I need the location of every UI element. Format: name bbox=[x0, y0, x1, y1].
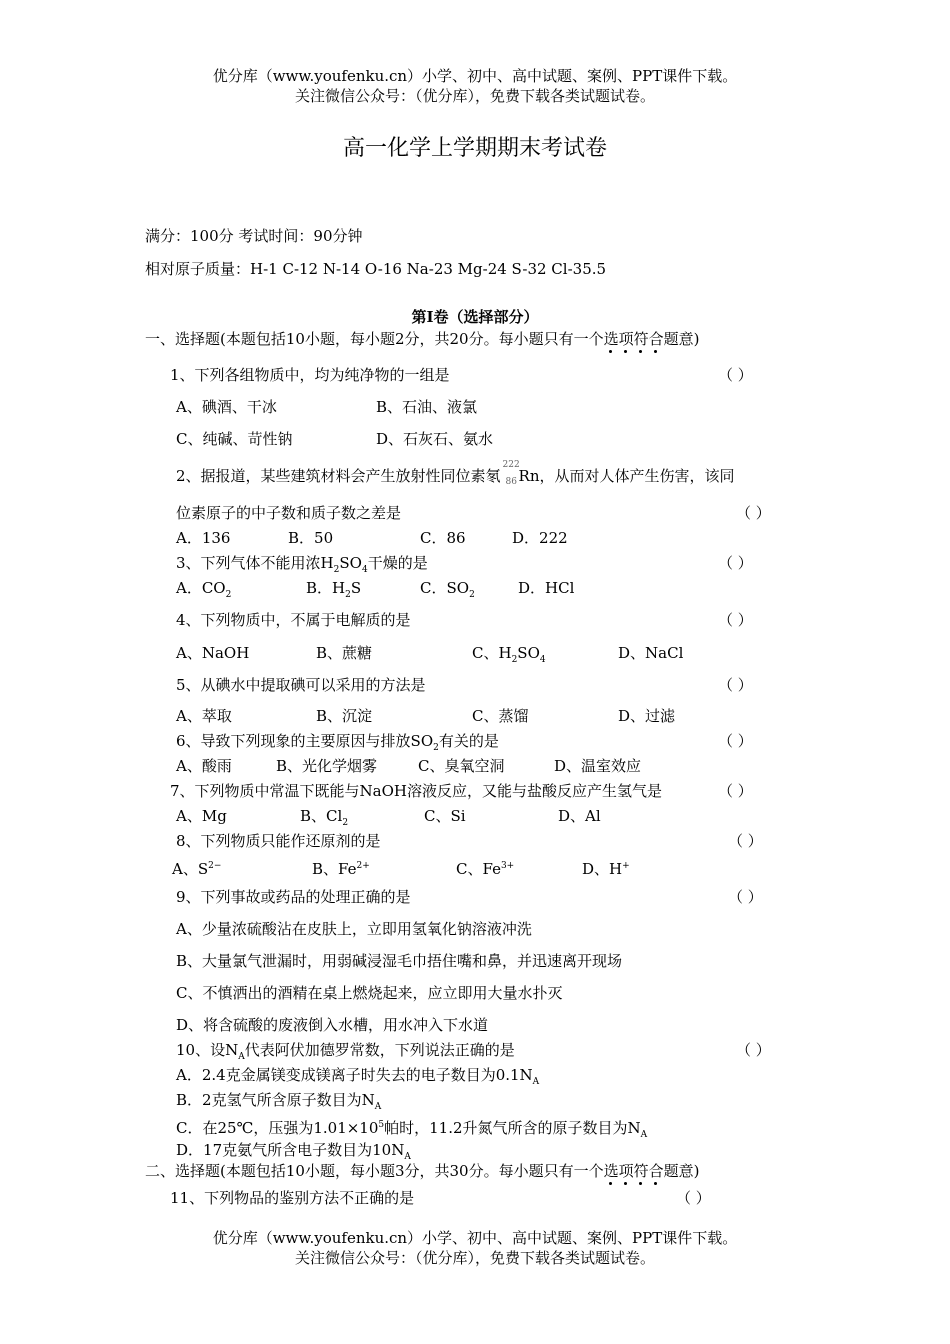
page-title: 高一化学上学期期末考试卷 bbox=[342, 136, 607, 161]
q6-option-d[interactable]: D、温室效应 bbox=[554, 757, 642, 775]
q6-stem-post: 有关的是 bbox=[438, 732, 499, 750]
q7-answer-blank[interactable]: （ ） bbox=[718, 782, 753, 800]
q9-option-c[interactable]: C、不慎洒出的酒精在桌上燃烧起来，应立即用大量水扑灭 bbox=[176, 984, 563, 1002]
subscript: 2 bbox=[225, 590, 232, 600]
q7-option-b[interactable] bbox=[300, 806, 348, 833]
q3-option-b-text-post: S bbox=[350, 579, 362, 597]
q1-option-d[interactable]: D、石灰石、氨水 bbox=[376, 430, 494, 448]
q6-stem-pre: 6、导致下列现象的主要原因与排放SO bbox=[176, 732, 434, 750]
q5-stem: 5、从碘水中提取碘可以采用的方法是 bbox=[176, 676, 426, 694]
q2-option-b[interactable]: B．50 bbox=[288, 529, 334, 547]
subscript: A bbox=[404, 1152, 411, 1162]
isotope-mass-number: 222 bbox=[502, 460, 520, 470]
page-footer-line1: 优分库（www.youfenku.cn）小学、初中、高中试题、案例、PPT课件下载。 bbox=[212, 1229, 738, 1247]
q4-option-c-mid: SO bbox=[517, 644, 540, 662]
q10-answer-blank[interactable]: （ ） bbox=[736, 1041, 771, 1059]
subscript: 2 bbox=[333, 565, 340, 575]
q4-option-c[interactable] bbox=[472, 643, 546, 670]
q11-answer-blank[interactable]: （ ） bbox=[676, 1189, 711, 1207]
q3-stem-mid: SO bbox=[339, 554, 362, 572]
q9-answer-blank[interactable]: （ ） bbox=[728, 888, 763, 906]
superscript: 5 bbox=[378, 1120, 385, 1130]
isotope-atomic-number: 86 bbox=[505, 477, 517, 487]
q9-option-a[interactable]: A、少量浓硫酸沾在皮肤上，立即用氢氧化钠溶液冲洗 bbox=[176, 920, 532, 938]
page-header-line2: 关注微信公众号：（优分库），免费下载各类试题试卷。 bbox=[294, 87, 655, 105]
q9-stem: 9、下列事故或药品的处理正确的是 bbox=[176, 888, 411, 906]
q10-option-a[interactable] bbox=[176, 1065, 539, 1092]
emphasis-dot bbox=[624, 350, 627, 353]
q1-option-a[interactable]: A、碘酒、干冰 bbox=[176, 398, 277, 416]
q4-option-a[interactable]: A、NaOH bbox=[176, 644, 250, 662]
q3-option-d[interactable]: D．HCl bbox=[518, 579, 575, 597]
q1-option-c[interactable]: C、纯碱、苛性钠 bbox=[176, 430, 293, 448]
q4-option-d[interactable]: D、NaCl bbox=[618, 644, 684, 662]
q10-stem-pre: 10、设N bbox=[176, 1041, 239, 1059]
q8-option-c-text: C、Fe bbox=[456, 860, 501, 878]
q2-option-c[interactable]: C．86 bbox=[420, 529, 466, 547]
q6-answer-blank[interactable]: （ ） bbox=[718, 732, 753, 750]
q3-option-b-text: B．H bbox=[306, 579, 346, 597]
page-footer-line2: 关注微信公众号：（优分库），免费下载各类试题试卷。 bbox=[294, 1249, 655, 1267]
subscript: 4 bbox=[361, 565, 368, 575]
q2-answer-blank[interactable]: （ ） bbox=[736, 504, 771, 522]
score-time-info: 满分：100分 考试时间：90分钟 bbox=[145, 227, 363, 245]
q4-stem: 4、下列物质中，不属于电解质的是 bbox=[176, 611, 411, 629]
q5-answer-blank[interactable]: （ ） bbox=[718, 676, 753, 694]
q10-stem-post: 代表阿伏加德罗常数，下列说法正确的是 bbox=[244, 1041, 515, 1059]
q10-option-b-text: B．2克氢气所含原子数目为N bbox=[176, 1091, 375, 1109]
q8-option-a[interactable] bbox=[172, 856, 221, 879]
q10-option-d-text: D．17克氨气所含电子数目为10N bbox=[176, 1141, 405, 1159]
q7-stem: 7、下列物质中常温下既能与NaOH溶液反应，又能与盐酸反应产生氢气是 bbox=[170, 782, 662, 800]
emphasis-dot bbox=[654, 350, 657, 353]
q2-stem-post: ，从而对人体产生伤害，该同 bbox=[539, 467, 735, 485]
subscript: 4 bbox=[539, 655, 546, 665]
q3-stem bbox=[176, 553, 428, 580]
q2-stem-line1 bbox=[176, 460, 735, 487]
q9-option-b[interactable]: B、大量氯气泄漏时，用弱碱浸湿毛巾捂住嘴和鼻，并迅速离开现场 bbox=[176, 952, 623, 970]
q8-option-b[interactable] bbox=[312, 856, 370, 879]
emphasis-dot bbox=[639, 350, 642, 353]
q7-option-b-text: B、Cl bbox=[300, 807, 343, 825]
part1-title: 第Ⅰ卷（选择部分） bbox=[411, 308, 539, 326]
q6-option-c[interactable]: C、臭氧空洞 bbox=[418, 757, 505, 775]
isotope-symbol: Rn bbox=[518, 467, 540, 485]
q6-option-b[interactable]: B、光化学烟雾 bbox=[276, 757, 378, 775]
subscript: A bbox=[640, 1130, 648, 1140]
q8-option-a-text: A、S bbox=[172, 860, 209, 878]
superscript: 2− bbox=[208, 861, 222, 871]
q7-option-a[interactable]: A、Mg bbox=[176, 807, 227, 825]
subscript: 2 bbox=[469, 590, 475, 600]
q11-stem: 11、下列物品的鉴别方法不正确的是 bbox=[170, 1189, 415, 1207]
q5-option-b[interactable]: B、沉淀 bbox=[316, 707, 373, 725]
q3-option-b[interactable] bbox=[306, 578, 361, 605]
q2-option-a[interactable]: A．136 bbox=[176, 529, 231, 547]
q7-option-c[interactable]: C、Si bbox=[424, 807, 466, 825]
q8-option-b-text: B、Fe bbox=[312, 860, 357, 878]
superscript: 2+ bbox=[356, 861, 370, 871]
q4-option-b[interactable]: B、蔗糖 bbox=[316, 644, 373, 662]
q10-stem bbox=[176, 1040, 515, 1067]
q10-option-c-text: C．在25℃，压强为1.01×10 bbox=[176, 1119, 379, 1137]
q3-option-a[interactable] bbox=[176, 578, 231, 605]
q8-answer-blank[interactable]: （ ） bbox=[728, 832, 763, 850]
subscript: A bbox=[374, 1102, 382, 1112]
section2-heading: 二、选择题(本题包括10小题，每小题3分，共30分。每小题只有一个选项符合题意) bbox=[145, 1162, 700, 1180]
subscript: 2 bbox=[511, 655, 518, 665]
q5-option-c[interactable]: C、蒸馏 bbox=[472, 707, 529, 725]
q3-option-c[interactable] bbox=[420, 578, 475, 605]
subscript: 2 bbox=[345, 590, 351, 600]
subscript: 2 bbox=[433, 743, 439, 753]
q4-option-c-text: C、H bbox=[472, 644, 512, 662]
q8-option-d[interactable] bbox=[582, 856, 630, 879]
superscript: 3+ bbox=[500, 861, 515, 871]
subscript: 2 bbox=[342, 818, 349, 828]
q8-option-c[interactable] bbox=[456, 856, 514, 879]
q2-option-d[interactable]: D．222 bbox=[512, 529, 568, 547]
emphasis-dot bbox=[609, 350, 612, 353]
q9-option-d[interactable]: D、将含硫酸的废液倒入水槽，用水冲入下水道 bbox=[176, 1016, 489, 1034]
q2-stem-pre: 2、据报道，某些建筑材料会产生放射性同位素氡 bbox=[176, 467, 501, 485]
emphasis-dot bbox=[654, 1182, 657, 1185]
emphasis-dot bbox=[609, 1182, 612, 1185]
q3-stem-pre: 3、下列气体不能用浓H bbox=[176, 554, 334, 572]
q3-answer-blank[interactable]: （ ） bbox=[718, 554, 753, 572]
isotope-notation bbox=[501, 460, 520, 487]
q4-answer-blank[interactable]: （ ） bbox=[718, 611, 753, 629]
q10-option-c-text-post: 帕时，11.2升氮气所含的原子数目为N bbox=[384, 1119, 641, 1137]
q5-option-d[interactable]: D、过滤 bbox=[618, 707, 676, 725]
subscript: A bbox=[532, 1077, 540, 1087]
q10-option-b[interactable] bbox=[176, 1090, 381, 1117]
q8-option-d-text: D、H bbox=[582, 860, 623, 878]
emphasis-dot bbox=[624, 1182, 627, 1185]
q3-option-c-text: C．SO bbox=[420, 579, 470, 597]
q1-answer-blank[interactable]: （ ） bbox=[718, 366, 753, 384]
q6-stem bbox=[176, 731, 499, 758]
q1-option-b[interactable]: B、石油、液氯 bbox=[376, 398, 478, 416]
q3-stem-post: 干燥的是 bbox=[367, 554, 428, 572]
superscript: + bbox=[622, 861, 630, 871]
emphasis-dot bbox=[639, 1182, 642, 1185]
q2-stem-line2: 位素原子的中子数和质子数之差是 bbox=[176, 504, 402, 522]
subscript: A bbox=[238, 1052, 245, 1062]
q6-option-a[interactable]: A、酸雨 bbox=[176, 757, 232, 775]
page-header-line1: 优分库（www.youfenku.cn）小学、初中、高中试题、案例、PPT课件下载。 bbox=[212, 67, 738, 85]
q1-stem: 1、下列各组物质中，均为纯净物的一组是 bbox=[170, 366, 450, 384]
q8-stem: 8、下列物质只能作还原剂的是 bbox=[176, 832, 381, 850]
q3-option-a-text: A．CO bbox=[176, 579, 226, 597]
atomic-mass-info: 相对原子质量：H-1 C-12 N-14 O-16 Na-23 Mg-24 S-32 Cl-35.5 bbox=[145, 260, 607, 278]
q7-option-d[interactable]: D、Al bbox=[558, 807, 601, 825]
q5-option-a[interactable]: A、萃取 bbox=[176, 707, 232, 725]
q10-option-a-text: A．2.4克金属镁变成镁离子时失去的电子数目为0.1N bbox=[176, 1066, 533, 1084]
section1-heading: 一、选择题(本题包括10小题，每小题2分，共20分。每小题只有一个选项符合题意) bbox=[145, 330, 700, 348]
